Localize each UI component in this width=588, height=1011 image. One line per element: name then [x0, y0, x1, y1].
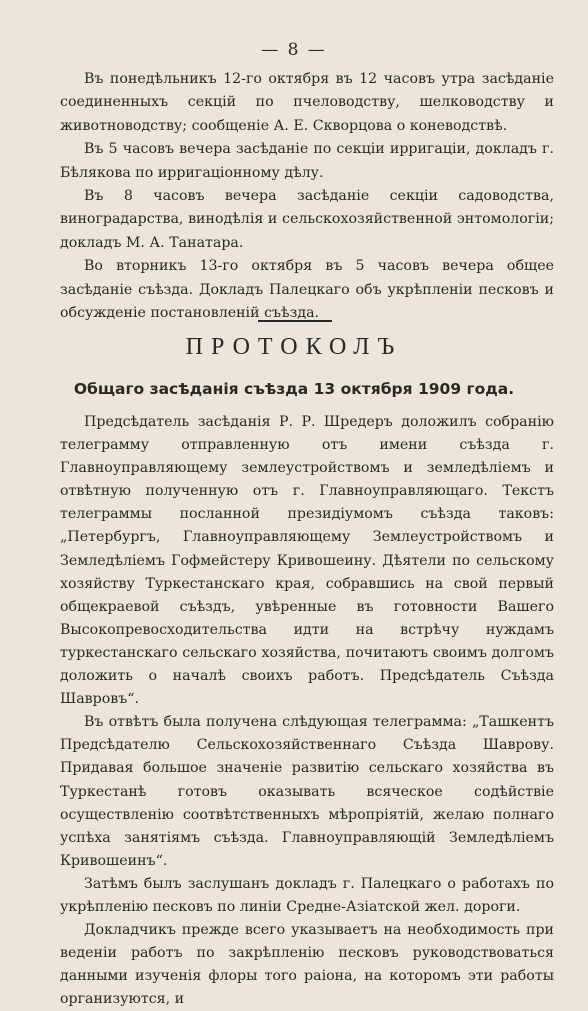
schedule-paragraph: Во вторникъ 13-го октября въ 5 часовъ вечера общее засѣданіе съѣзда. Докладъ Палецкаго объ укрѣпленіи песковъ и обсужденіе постановленій съѣзда. — [60, 258, 554, 322]
section-divider — [258, 320, 332, 322]
page-number: — 8 — — [261, 40, 327, 60]
schedule-paragraph: Въ понедѣльникъ 12-го октября въ 12 часовъ утра засѣданіе соединенныхъ секцій по пчеловодству, шелководству и животноводству; сообщеніе А. Е. Скворцова о коневодствѣ. — [60, 71, 554, 134]
schedule-section — [60, 68, 554, 325]
protocol-paragraph: Докладчикъ прежде всего указываетъ на необходимость при веденіи работъ по закрѣпленію песковъ руководствоваться данными изученія флоры того раіона, на которомъ эти работы организуются, и — [60, 922, 554, 1008]
protocol-paragraph: Въ отвѣтъ была получена слѣдующая телеграмма: „Ташкентъ Предсѣдателю Сельскохозяйственнаго Съѣзда Шаврову. Придавая большое значеніе развитію сельскаго хозяйства въ Туркестанѣ готовъ оказывать всяческое содѣйствіе осуществленію соотвѣтственныхъ мѣропріятій, желаю полнаго успѣха занятіямъ съѣзда. Главноуправляющій Земледѣліемъ Кривошеинъ“. — [60, 714, 554, 869]
protocol-paragraph: Предсѣдатель засѣданія Р. Р. Шредеръ доложилъ собранію телеграмму отправленную отъ имени съѣзда г. Главноуправляющему землеустройствомъ и земледѣліемъ и отвѣтную полученную отъ г. Главноуправляющаго. Текстъ телеграммы посланной президіумомъ съѣзда таковъ: „Петербургъ, Главноуправляющему Землеустройствомъ и Земледѣліемъ Гофмейстеру Кривошеину. Дѣятели по сельскому хозяйству Туркестанскаго края, собравшись на свой первый общекраевой съѣздъ, увѣренные въ готовности Вашего Высокопревосходительства идти на встрѣчу нуждамъ туркестанскаго сельскаго хозяйства, почитаютъ своимъ долгомъ доложить о началѣ своихъ работъ. Предсѣдатель Съѣзда Шавровъ“. — [60, 414, 554, 708]
schedule-paragraph: Въ 5 часовъ вечера засѣданіе по секціи ирригаціи, докладъ г. Бѣлякова по ирригаціонному дѣлу. — [60, 141, 554, 181]
protocol-paragraph: Затѣмъ былъ заслушанъ докладъ г. Палецкаго о работахъ по укрѣпленію песковъ по линіи Средне-Азіатской жел. дороги. — [60, 875, 554, 915]
schedule-paragraph: Въ 8 часовъ вечера засѣданіе секціи садоводства, виноградарства, винодѣлія и сельскохозяйственной энтомологіи; докладъ М. А. Танатара. — [60, 188, 554, 251]
protocol-subtitle: Общаго засѣданія съѣзда 13 октября 1909 года. — [73, 380, 515, 398]
protocol-title: ПРОТОКОЛЪ — [185, 334, 403, 360]
protocol-body — [60, 411, 554, 1011]
